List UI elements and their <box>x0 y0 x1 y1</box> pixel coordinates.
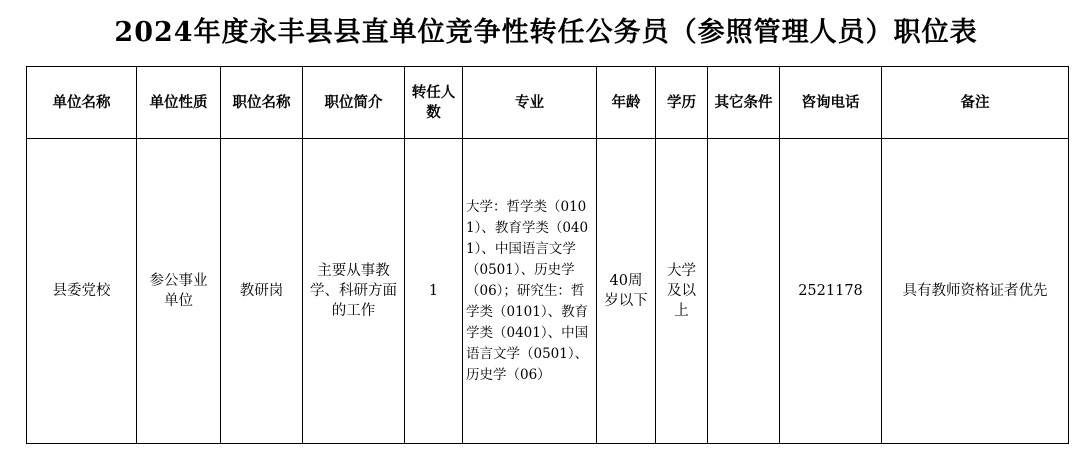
cell-unit-name: 县委党校 <box>27 139 137 444</box>
header-major: 专业 <box>463 67 597 139</box>
header-phone: 咨询电话 <box>780 67 882 139</box>
header-education: 学历 <box>656 67 708 139</box>
page-title: 2024年度永丰县县直单位竞争性转任公务员（参照管理人员）职位表 <box>114 17 978 48</box>
header-other: 其它条件 <box>708 67 780 139</box>
header-unit-name: 单位名称 <box>27 67 137 139</box>
header-age: 年龄 <box>597 67 656 139</box>
header-unit-nature: 单位性质 <box>137 67 221 139</box>
major-text: 大学：哲学类（0101）、教育学类（0401）、中国语言文学（0501）、历史学（06）；研究生：哲学类（0101）、教育学类（0401）、中国语言文学（0501）、历史学（06） <box>466 198 589 383</box>
cell-education: 大学及以上 <box>656 139 708 444</box>
cell-unit-nature: 参公事业单位 <box>137 139 221 444</box>
header-position-intro: 职位简介 <box>303 67 405 139</box>
cell-remarks: 具有教师资格证者优先 <box>882 139 1069 444</box>
header-remarks: 备注 <box>882 67 1069 139</box>
header-row <box>27 67 1069 139</box>
header-transfer-count: 转任人数 <box>405 67 463 139</box>
cell-age: 40周岁以下 <box>597 139 656 444</box>
table-row <box>27 139 1069 444</box>
cell-major <box>463 139 597 444</box>
position-table <box>26 66 1069 444</box>
cell-position-name: 教研岗 <box>221 139 303 444</box>
cell-other <box>708 139 780 444</box>
cell-phone: 2521178 <box>780 139 882 444</box>
header-position-name: 职位名称 <box>221 67 303 139</box>
cell-position-intro: 主要从事教学、科研方面的工作 <box>303 139 405 444</box>
cell-transfer-count: 1 <box>405 139 463 444</box>
